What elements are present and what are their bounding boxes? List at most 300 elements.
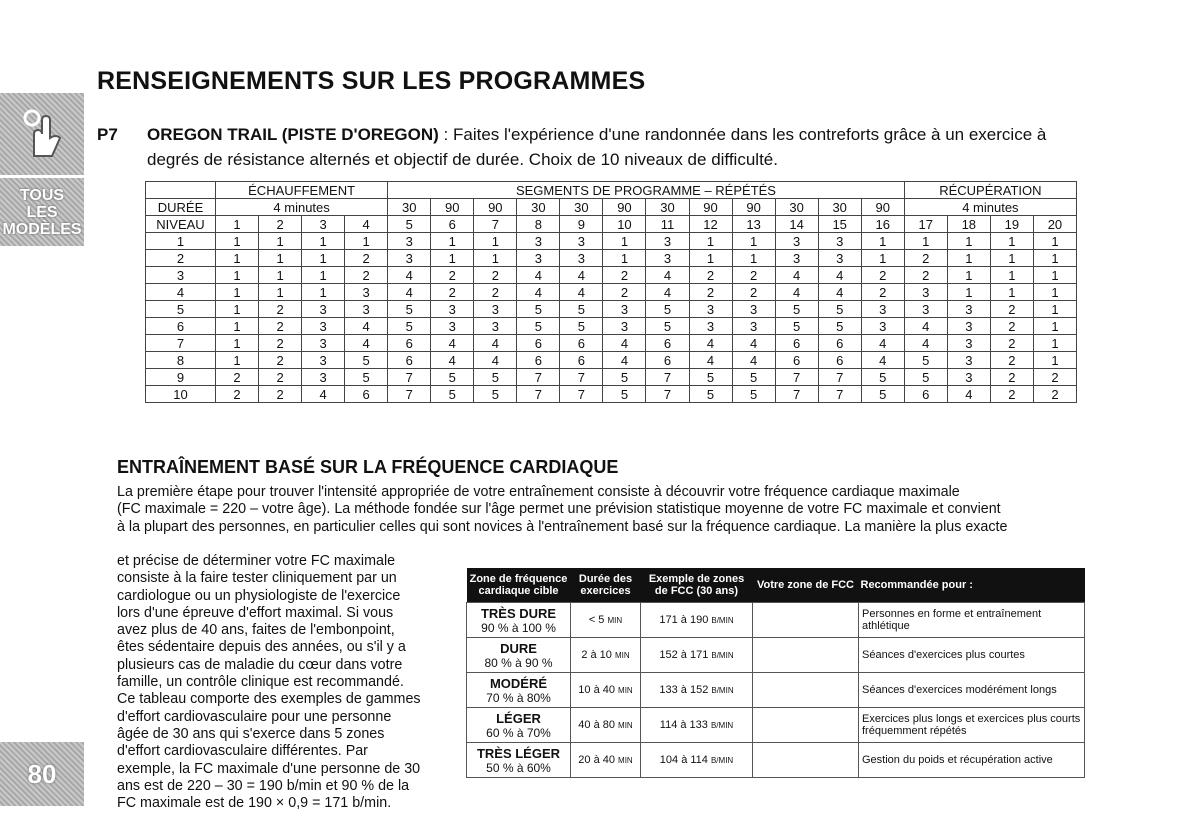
page-number-badge	[0, 742, 84, 806]
level-value: 1	[603, 233, 646, 250]
level-value: 2	[345, 267, 388, 284]
level-value: 1	[1033, 233, 1076, 250]
hand-touch-icon	[0, 93, 84, 175]
level-value: 6	[388, 352, 431, 369]
hr-zone-percent: 50 % à 60%	[486, 760, 551, 775]
hr-recommended-cell: Personnes en forme et entraînement athlétique	[859, 603, 1085, 638]
hr-left-line: cardiologue ou un physiologiste de l'exercice	[117, 587, 401, 604]
hr-example-cell	[641, 638, 753, 673]
duration-label: DURÉE	[146, 199, 216, 216]
hr-your-zone-cell	[753, 673, 859, 708]
segment-duration: 90	[732, 199, 775, 216]
level-value: 5	[431, 386, 474, 403]
level-value: 5	[646, 301, 689, 318]
hr-zone-table	[466, 568, 1085, 778]
level-column-header: 6	[431, 216, 474, 233]
level-value: 1	[302, 250, 345, 267]
level-value: 4	[689, 335, 732, 352]
level-column-header: 5	[388, 216, 431, 233]
level-column-header: 11	[646, 216, 689, 233]
level-value: 4	[818, 267, 861, 284]
hr-duration-unit: MIN	[618, 721, 633, 730]
hr-left-line: famille, un contrôle clinique est recommandé.	[117, 674, 404, 691]
level-value: 6	[345, 386, 388, 403]
level-value: 2	[861, 267, 904, 284]
level-value: 3	[904, 284, 947, 301]
level-value: 3	[302, 301, 345, 318]
segment-duration: 90	[431, 199, 474, 216]
level-value: 4	[775, 267, 818, 284]
level-value: 1	[259, 284, 302, 301]
hr-header-zone: Zone de fréquence cardiaque cible	[467, 568, 571, 603]
level-value: 6	[818, 335, 861, 352]
hr-intro-line-2: (FC maximale = 220 – votre âge). La méthode fondée sur l'âge permet une prévision statistique moyenne de votre FC maximale et convient	[117, 501, 1001, 518]
hr-left-line: plusieurs cas de maladie du cœur dans votre	[117, 656, 403, 673]
level-value: 6	[560, 352, 603, 369]
hr-table-row	[467, 673, 1085, 708]
level-value: 3	[818, 250, 861, 267]
level-value: 1	[947, 267, 990, 284]
level-value: 3	[388, 233, 431, 250]
level-value: 5	[474, 369, 517, 386]
level-value: 3	[302, 369, 345, 386]
level-value: 6	[646, 335, 689, 352]
level-value: 3	[947, 352, 990, 369]
table-row	[146, 250, 1077, 267]
level-value: 2	[259, 369, 302, 386]
level-column-header: 18	[947, 216, 990, 233]
level-value: 5	[345, 369, 388, 386]
level-value: 7	[818, 386, 861, 403]
level-value: 1	[345, 233, 388, 250]
hr-table-row	[467, 708, 1085, 743]
level-value: 1	[302, 233, 345, 250]
hr-left-paragraph	[117, 553, 462, 812]
program-table	[145, 181, 1077, 403]
recovery-header: RÉCUPÉRATION	[904, 182, 1076, 199]
level-column-header: 17	[904, 216, 947, 233]
table-row	[146, 301, 1077, 318]
all-models-badge	[0, 178, 84, 246]
level-value: 3	[560, 250, 603, 267]
level-value: 3	[474, 301, 517, 318]
level-value: 1	[474, 250, 517, 267]
level-value: 1	[1033, 335, 1076, 352]
level-column-header: 14	[775, 216, 818, 233]
level-value: 1	[947, 250, 990, 267]
level-value: 5	[388, 301, 431, 318]
hr-intro-line-3: à la plupart des personnes, en particulier celles qui sont novices à l'entraînement basé sur la fréquence cardiaque. La manière la plus exacte	[117, 518, 1008, 535]
hr-example-unit: B/MIN	[711, 651, 734, 660]
level-value: 4	[474, 335, 517, 352]
hr-zone-cell	[467, 743, 571, 778]
level-value: 2	[732, 267, 775, 284]
level-value: 4	[904, 318, 947, 335]
level-value: 4	[861, 352, 904, 369]
level-value: 3	[345, 284, 388, 301]
level-value: 2	[904, 250, 947, 267]
level-value: 1	[689, 233, 732, 250]
level-value: 4	[560, 267, 603, 284]
level-value: 3	[646, 250, 689, 267]
level-value: 2	[1033, 386, 1076, 403]
level-value: 5	[775, 301, 818, 318]
level-value: 5	[775, 318, 818, 335]
level-value: 6	[517, 352, 560, 369]
level-value: 2	[689, 284, 732, 301]
level-value: 2	[603, 284, 646, 301]
hr-duration-cell	[571, 708, 641, 743]
hr-duration-cell	[571, 638, 641, 673]
level-value: 6	[775, 335, 818, 352]
level-value: 4	[603, 352, 646, 369]
level-value: 5	[904, 352, 947, 369]
warmup-duration: 4 minutes	[216, 199, 388, 216]
level-value: 6	[388, 335, 431, 352]
level-value: 7	[388, 386, 431, 403]
level-number: 4	[146, 284, 216, 301]
level-value: 5	[904, 369, 947, 386]
level-value: 3	[560, 233, 603, 250]
level-value: 3	[861, 301, 904, 318]
hr-header-yours: Votre zone de FCC	[753, 568, 859, 603]
level-value: 1	[947, 233, 990, 250]
level-column-header: 7	[474, 216, 517, 233]
hr-zone-cell	[467, 708, 571, 743]
level-value: 1	[861, 250, 904, 267]
level-value: 1	[904, 233, 947, 250]
segment-duration: 90	[861, 199, 904, 216]
hr-left-line: FC maximale est de 190 × 0,9 = 171 b/min.	[117, 795, 392, 812]
hr-table-row	[467, 603, 1085, 638]
hr-zone-name: TRÈS LÉGER	[476, 745, 561, 761]
level-value: 1	[259, 250, 302, 267]
table-row	[146, 369, 1077, 386]
level-value: 7	[517, 386, 560, 403]
level-value: 7	[560, 369, 603, 386]
level-value: 3	[388, 250, 431, 267]
hr-your-zone-cell	[753, 603, 859, 638]
level-value: 1	[474, 233, 517, 250]
level-value: 5	[689, 369, 732, 386]
level-value: 4	[775, 284, 818, 301]
level-value: 3	[689, 318, 732, 335]
level-number: 3	[146, 267, 216, 284]
level-number: 6	[146, 318, 216, 335]
level-value: 4	[302, 386, 345, 403]
level-value: 1	[1033, 250, 1076, 267]
hr-duration-value: 10 à 40	[578, 684, 615, 696]
hr-example-unit: B/MIN	[710, 756, 734, 765]
level-value: 7	[517, 369, 560, 386]
level-value: 2	[259, 318, 302, 335]
level-value: 4	[904, 335, 947, 352]
level-value: 4	[474, 352, 517, 369]
level-label: NIVEAU	[146, 216, 216, 233]
level-value: 5	[732, 386, 775, 403]
level-value: 6	[517, 335, 560, 352]
level-value: 2	[259, 335, 302, 352]
level-value: 1	[689, 250, 732, 267]
level-value: 5	[431, 369, 474, 386]
level-value: 7	[818, 369, 861, 386]
level-value: 5	[861, 369, 904, 386]
level-column-header: 4	[345, 216, 388, 233]
level-value: 3	[603, 318, 646, 335]
level-value: 5	[474, 386, 517, 403]
level-value: 3	[302, 352, 345, 369]
level-value: 1	[216, 352, 259, 369]
level-value: 5	[560, 318, 603, 335]
table-row	[146, 318, 1077, 335]
level-value: 2	[431, 284, 474, 301]
level-value: 1	[216, 301, 259, 318]
hand-icon-graphic	[12, 104, 72, 164]
level-column-header: 3	[302, 216, 345, 233]
hr-left-line: avez plus de 40 ans, faites de l'embonpoint,	[117, 622, 395, 639]
table-row	[146, 284, 1077, 301]
level-value: 3	[904, 301, 947, 318]
hr-example-cell	[641, 673, 753, 708]
level-value: 6	[646, 352, 689, 369]
program-table-header-row	[146, 182, 1077, 199]
level-value: 2	[431, 267, 474, 284]
level-value: 2	[259, 352, 302, 369]
hr-example-unit: B/MIN	[710, 721, 734, 730]
level-value: 3	[732, 318, 775, 335]
level-value: 1	[302, 284, 345, 301]
hr-intro	[117, 484, 1077, 536]
level-value: 1	[603, 250, 646, 267]
level-value: 7	[775, 386, 818, 403]
hr-section-title: ENTRAÎNEMENT BASÉ SUR LA FRÉQUENCE CARDIAQUE	[117, 457, 619, 477]
level-value: 7	[775, 369, 818, 386]
level-value: 4	[345, 335, 388, 352]
hr-header-duration: Durée des exercices	[571, 568, 641, 603]
level-value: 1	[990, 233, 1033, 250]
level-value: 3	[689, 301, 732, 318]
hr-duration-unit: MIN	[614, 651, 630, 660]
level-column-header: 8	[517, 216, 560, 233]
hr-duration-cell	[571, 603, 641, 638]
hr-header-example: Exemple de zones de FCC (30 ans)	[641, 568, 753, 603]
level-value: 1	[990, 284, 1033, 301]
level-value: 3	[775, 250, 818, 267]
level-value: 4	[517, 267, 560, 284]
level-value: 5	[818, 301, 861, 318]
level-value: 7	[646, 386, 689, 403]
hr-zone-name: DURE	[500, 640, 537, 656]
level-value: 7	[388, 369, 431, 386]
hr-your-zone-cell	[753, 743, 859, 778]
hr-left-line: Ce tableau comporte des exemples de gammes	[117, 691, 421, 708]
level-value: 2	[990, 352, 1033, 369]
program-desc-1: : Faites l'expérience d'une randonnée dans les contreforts grâce à un exercice à	[438, 125, 1047, 144]
hr-recommended-cell: Gestion du poids et récupération active	[859, 743, 1085, 778]
hr-left-line: et précise de déterminer votre FC maximale	[117, 553, 396, 569]
level-value: 5	[517, 301, 560, 318]
hr-example-cell	[641, 603, 753, 638]
level-number: 2	[146, 250, 216, 267]
hr-example-value: 114 à 133	[659, 719, 708, 731]
hr-duration-cell	[571, 743, 641, 778]
table-row	[146, 386, 1077, 403]
level-value: 3	[517, 233, 560, 250]
segment-duration: 30	[560, 199, 603, 216]
level-value: 6	[775, 352, 818, 369]
level-value: 4	[861, 335, 904, 352]
level-value: 3	[345, 301, 388, 318]
level-value: 1	[302, 267, 345, 284]
hr-zone-cell	[467, 603, 571, 638]
program-table-corner	[146, 182, 216, 199]
hr-zone-name: TRÈS DURE	[480, 605, 557, 621]
level-value: 1	[732, 250, 775, 267]
level-value: 4	[517, 284, 560, 301]
level-column-header: 10	[603, 216, 646, 233]
level-value: 1	[216, 267, 259, 284]
level-value: 1	[990, 250, 1033, 267]
duration-row	[146, 199, 1077, 216]
level-value: 5	[689, 386, 732, 403]
level-column-header: 19	[990, 216, 1033, 233]
hr-zone-percent: 60 % à 70%	[486, 725, 551, 740]
level-value: 1	[1033, 301, 1076, 318]
level-value: 4	[646, 267, 689, 284]
level-value: 6	[818, 352, 861, 369]
level-value: 1	[1033, 352, 1076, 369]
level-value: 1	[216, 284, 259, 301]
hr-example-unit: B/MIN	[711, 686, 734, 695]
level-value: 5	[646, 318, 689, 335]
hr-left-line: âgée de 30 ans qui s'exerce dans 5 zones	[117, 725, 385, 742]
level-value: 2	[990, 369, 1033, 386]
level-value: 1	[216, 250, 259, 267]
level-value: 2	[259, 386, 302, 403]
level-value: 5	[732, 369, 775, 386]
level-value: 6	[560, 335, 603, 352]
level-value: 4	[646, 284, 689, 301]
hr-duration-cell	[571, 673, 641, 708]
program-desc-2: degrés de résistance alternés et objectif de durée. Choix de 10 niveaux de difficulté.	[147, 150, 778, 169]
segment-duration: 90	[603, 199, 646, 216]
hr-left-line: êtes sédentaire depuis des années, ou s'il y a	[117, 639, 406, 656]
hr-duration-unit: MIN	[607, 616, 623, 625]
hr-duration-unit: MIN	[618, 756, 633, 765]
level-value: 2	[861, 284, 904, 301]
level-column-header: 9	[560, 216, 603, 233]
hr-example-value: 152 à 171	[659, 649, 709, 661]
level-value: 5	[818, 318, 861, 335]
level-value: 3	[646, 233, 689, 250]
level-value: 1	[990, 267, 1033, 284]
hr-example-cell	[641, 708, 753, 743]
level-value: 4	[388, 284, 431, 301]
warmup-header: ÉCHAUFFEMENT	[216, 182, 388, 199]
hr-zone-cell	[467, 638, 571, 673]
hr-left-line: lors d'une épreuve d'effort maximal. Si vous	[117, 604, 394, 621]
level-value: 4	[947, 386, 990, 403]
level-value: 3	[732, 301, 775, 318]
hr-duration-value: 20 à 40	[578, 754, 615, 766]
table-row	[146, 335, 1077, 352]
level-value: 7	[646, 369, 689, 386]
level-value: 3	[302, 335, 345, 352]
hr-zone-percent: 90 % à 100 %	[481, 620, 556, 635]
level-value: 3	[603, 301, 646, 318]
hr-table-row	[467, 638, 1085, 673]
level-value: 1	[732, 233, 775, 250]
level-value: 3	[947, 318, 990, 335]
segment-duration: 30	[818, 199, 861, 216]
level-value: 2	[216, 369, 259, 386]
segment-duration: 90	[474, 199, 517, 216]
level-number: 5	[146, 301, 216, 318]
level-value: 1	[216, 335, 259, 352]
level-column-header: 1	[216, 216, 259, 233]
level-value: 3	[947, 335, 990, 352]
hr-zone-percent: 80 % à 90 %	[484, 655, 553, 670]
level-value: 2	[216, 386, 259, 403]
hr-recommended-cell: Séances d'exercices plus courtes	[859, 638, 1085, 673]
table-row	[146, 267, 1077, 284]
level-value: 2	[603, 267, 646, 284]
level-value: 1	[216, 233, 259, 250]
level-value: 3	[818, 233, 861, 250]
level-column-header: 13	[732, 216, 775, 233]
hr-intro-line-1: La première étape pour trouver l'intensité appropriée de votre entraînement consiste à découvrir votre fréquence cardiaque maximale	[117, 484, 960, 500]
hr-left-line: consiste à la faire tester cliniquement par un	[117, 570, 397, 587]
hr-duration-unit: MIN	[618, 686, 633, 695]
level-value: 2	[732, 284, 775, 301]
level-value: 4	[431, 335, 474, 352]
level-value: 1	[1033, 318, 1076, 335]
table-row	[146, 233, 1077, 250]
level-value: 6	[904, 386, 947, 403]
level-value: 1	[216, 318, 259, 335]
hr-your-zone-cell	[753, 638, 859, 673]
hr-your-zone-cell	[753, 708, 859, 743]
level-value: 4	[388, 267, 431, 284]
hr-recommended-cell: Exercices plus longs et exercices plus courts fréquemment répétés	[859, 708, 1085, 743]
level-value: 3	[775, 233, 818, 250]
recovery-duration: 4 minutes	[904, 199, 1076, 216]
level-value: 2	[990, 386, 1033, 403]
level-value: 4	[818, 284, 861, 301]
hr-table-header-row	[467, 568, 1085, 603]
level-value: 4	[345, 318, 388, 335]
hr-left-line: exemple, la FC maximale d'une personne de 30	[117, 760, 421, 777]
program-name: OREGON TRAIL (PISTE D'OREGON)	[147, 125, 439, 144]
hr-example-unit: B/MIN	[711, 616, 734, 625]
level-value: 5	[560, 301, 603, 318]
level-column-header: 15	[818, 216, 861, 233]
level-value: 3	[302, 318, 345, 335]
level-value: 5	[517, 318, 560, 335]
table-row	[146, 352, 1077, 369]
level-value: 3	[517, 250, 560, 267]
level-value: 2	[990, 301, 1033, 318]
hr-example-value: 171 à 190	[659, 614, 709, 626]
hr-header-recommended: Recommandée pour :	[859, 568, 1085, 603]
hr-duration-value: < 5	[588, 614, 605, 626]
level-value: 1	[259, 233, 302, 250]
level-value: 4	[732, 335, 775, 352]
level-number: 9	[146, 369, 216, 386]
level-value: 7	[560, 386, 603, 403]
level-value: 2	[474, 284, 517, 301]
segment-duration: 90	[689, 199, 732, 216]
